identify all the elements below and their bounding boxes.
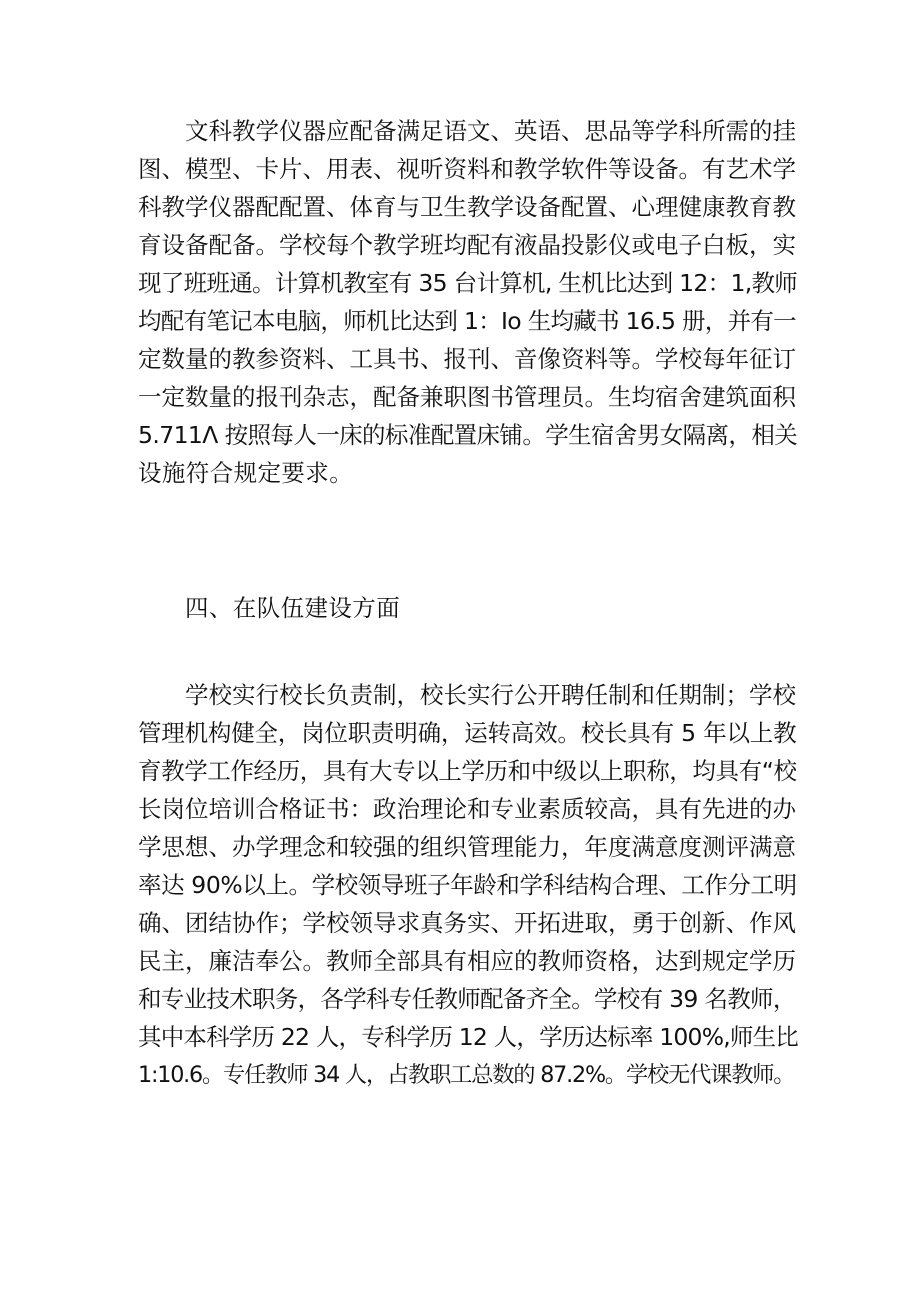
paragraph-line: 5.711Λ 按照每人一床的标准配置床铺。学生宿舍男女隔离，相关 [138, 421, 798, 449]
paragraph-line: 育设备配备。学校每个教学班均配有液晶投影仪或电子白板，实 [138, 231, 796, 259]
paragraph-equipment [138, 112, 798, 492]
paragraph-line: 学校实行校长负责制，校长实行公开聘任制和任期制；学校 [185, 681, 796, 709]
paragraph-line: 确、团结协作；学校领导求真务实、开拓进取，勇于创新、作风 [138, 909, 796, 937]
paragraph-line: 均配有笔记本电脑，师机比达到 1：Io 生均藏书 16.5 册，并有一 [138, 307, 796, 335]
paragraph-line: 其中本科学历 22 人，专科学历 12 人，学历达标率 100%,师生比 [138, 1023, 799, 1051]
paragraph-line: 科教学仪器配配置、体育与卫生教学设备配置、心理健康教育教 [138, 193, 796, 221]
paragraph-line: 文科教学仪器应配备满足语文、英语、思品等学科所需的挂 [185, 117, 796, 145]
section-heading: 四、在队伍建设方面 [185, 594, 401, 622]
paragraph-line: 1:10.6。专任教师 34 人，占教职工总数的 87.2%。学校无代课教师。 [138, 1062, 795, 1088]
paragraph-line: 长岗位培训合格证书：政治理论和专业素质较高，具有先进的办 [138, 795, 796, 823]
paragraph-line: 学思想、办学理念和较强的组织管理能力，年度满意度测评满意 [138, 833, 796, 861]
paragraph-line: 定数量的教参资料、工具书、报刊、音像资料等。学校每年征订 [138, 345, 796, 373]
paragraph-staffing [138, 676, 798, 1094]
section-heading-block [138, 589, 798, 627]
paragraph-line: 管理机构健全，岗位职责明确，运转高效。校长具有 5 年以上教 [138, 719, 797, 747]
paragraph-line: 一定数量的报刊杂志，配备兼职图书管理员。生均宿舍建筑面积 [138, 383, 796, 411]
paragraph-line: 率达 90%以上。学校领导班子年龄和学科结构合理、工作分工明 [138, 871, 797, 899]
paragraph-line: 民主，廉洁奉公。教师全部具有相应的教师资格，达到规定学历 [138, 947, 796, 975]
paragraph-line: 现了班班通。计算机教室有 35 台计算机, 生机比达到 12：1,教师 [138, 269, 798, 297]
paragraph-line: 育教学工作经历，具有大专以上学历和中级以上职称，均具有“校 [138, 757, 797, 785]
paragraph-line: 和专业技术职务，各学科专任教师配备齐全。学校有 39 名教师， [138, 985, 796, 1013]
paragraph-line: 设施符合规定要求。 [138, 459, 354, 487]
paragraph-line: 图、模型、卡片、用表、视听资料和教学软件等设备。有艺术学 [138, 155, 796, 183]
